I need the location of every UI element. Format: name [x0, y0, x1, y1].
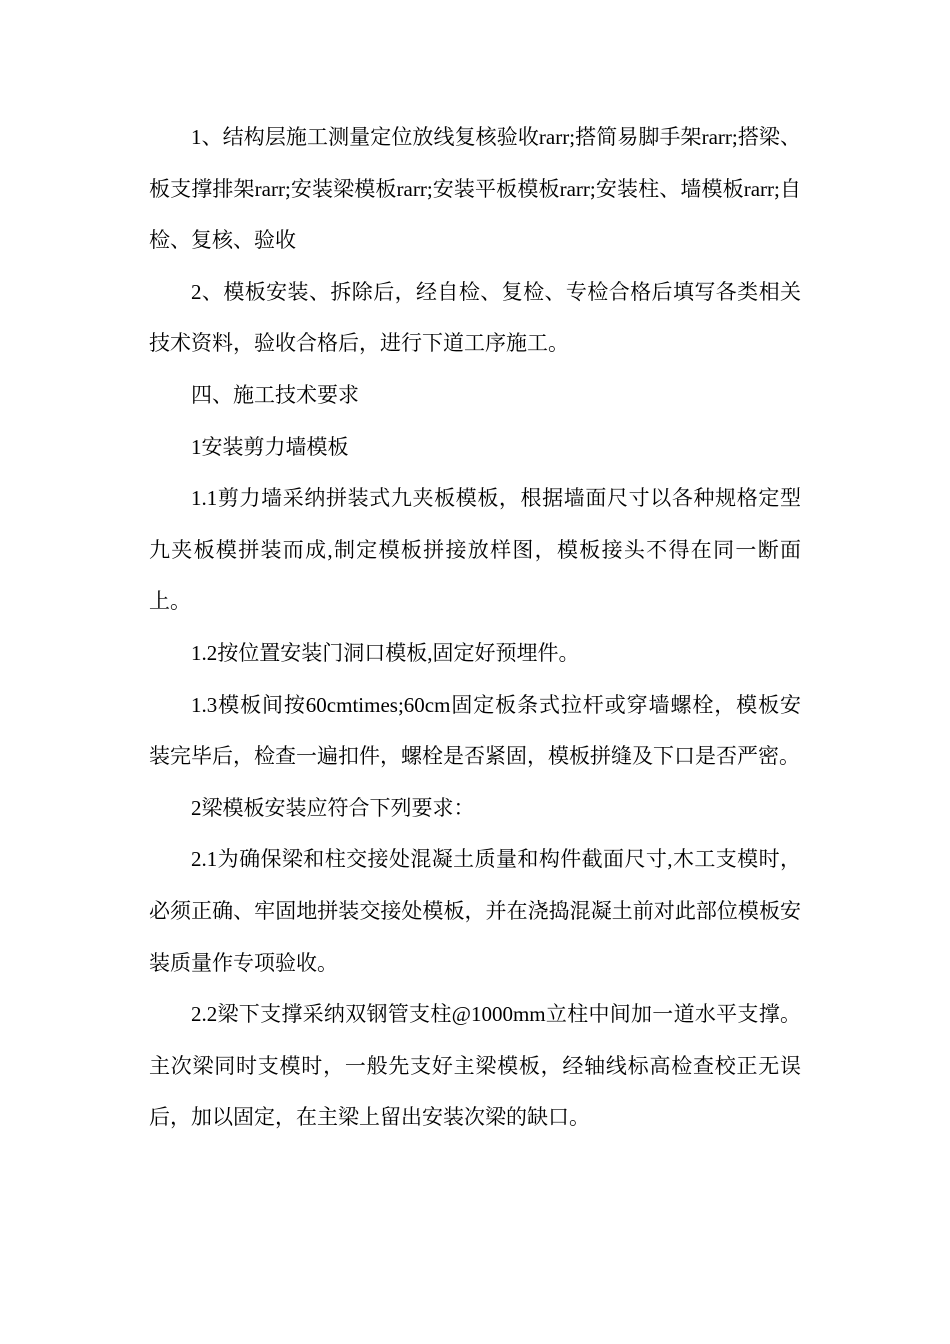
paragraph-inspection: 2、模板安装、拆除后，经自检、复检、专检合格后填写各类相关技术资料，验收合格后，进行下道工序施工。 — [149, 279, 801, 356]
paragraph-1-3: 1.3模板间按60cmtimes;60cm固定板条式拉杆或穿墙螺栓，模板安装完毕后，检查一遍扣件，螺栓是否紧固，模板拼缝及下口是否严密。 — [149, 692, 801, 769]
subheading-beam-formwork: 2梁模板安装应符合下列要求： — [191, 795, 475, 820]
section-heading-technical-requirements: 四、施工技术要求 — [191, 382, 359, 407]
paragraph-2-1: 2.1为确保梁和柱交接处混凝土质量和构件截面尺寸,木工支模时，必须正确、牢固地拼装交接处模板，并在浇捣混凝土前对此部位模板安装质量作专项验收。 — [149, 847, 801, 975]
paragraph-1-1: 1.1剪力墙采纳拼装式九夹板模板，根据墙面尺寸以各种规格定型九夹板模拼装而成,制定模板拼接放样图，模板接头不得在同一断面上。 — [149, 486, 801, 614]
paragraph-1-2: 1.2按位置安装门洞口模板,固定好预埋件。 — [191, 640, 580, 665]
document-body — [149, 112, 801, 1144]
paragraph-2-2: 2.2梁下支撑采纳双钢管支柱@1000mm立柱中间加一道水平支撑。主次梁同时支模时，一般先支好主梁模板，经轴线标高检查校正无误后，加以固定，在主梁上留出安装次梁的缺口。 — [149, 1002, 801, 1130]
subheading-shear-wall-formwork: 1安装剪力墙模板 — [191, 434, 349, 459]
paragraph-process-flow: 1、结构层施工测量定位放线复核验收rarr;搭简易脚手架rarr;搭梁、板支撑排架rarr;安装梁模板rarr;安装平板模板rarr;安装柱、墙模板rarr;自检、复核、验收 — [149, 125, 801, 253]
